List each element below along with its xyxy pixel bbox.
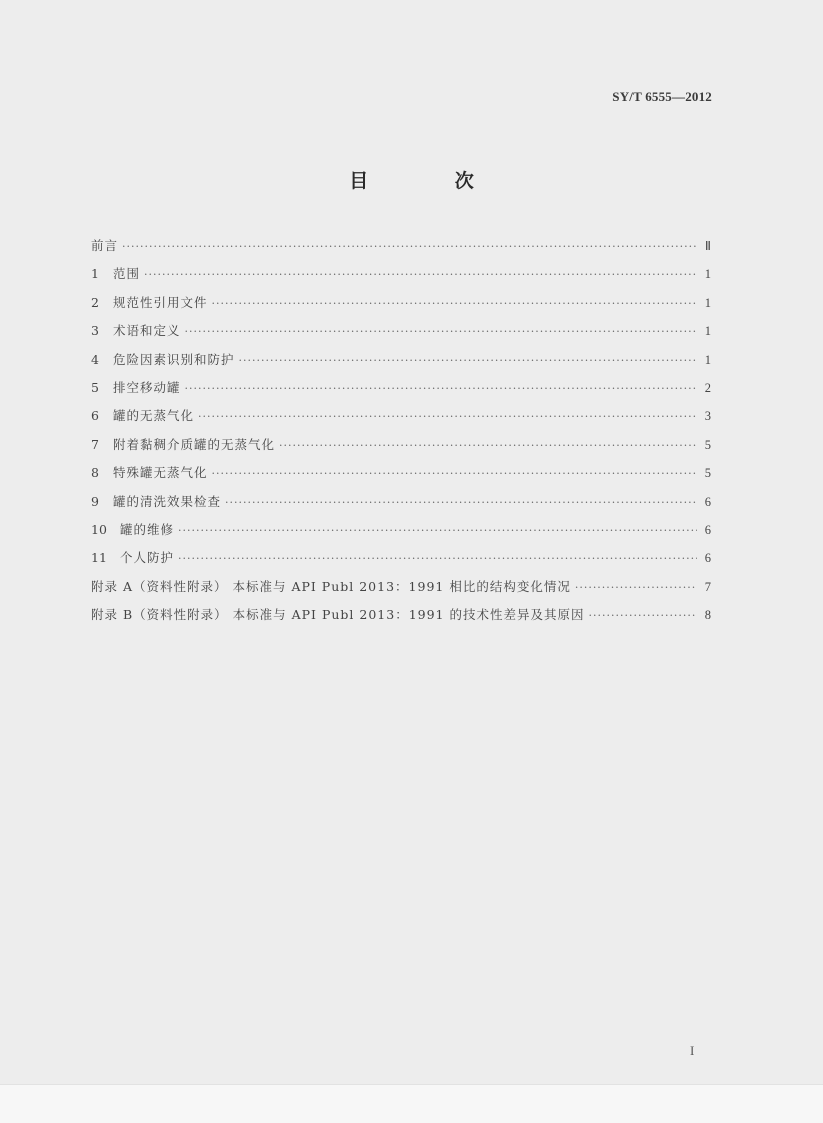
toc-item-number: 11	[91, 550, 107, 566]
toc-item-number: 6	[91, 408, 99, 424]
page-title: 目 次	[349, 170, 514, 192]
toc-item-11[interactable]	[91, 548, 711, 576]
toc-item-5[interactable]	[91, 378, 711, 406]
toc-item-number: 7	[91, 436, 99, 452]
toc-item-7[interactable]	[91, 435, 711, 463]
toc-item-10[interactable]	[91, 520, 711, 548]
toc-item-label: 排空移动罐	[113, 379, 181, 395]
dot-leader	[144, 268, 697, 281]
toc-item-number: 5	[91, 379, 99, 395]
toc-item-number: 4	[91, 351, 99, 367]
dot-leader	[185, 382, 697, 395]
toc-item-4[interactable]	[91, 350, 711, 378]
toc-item-6[interactable]	[91, 406, 711, 434]
toc-item-annex-b[interactable]	[91, 605, 711, 633]
toc-item-number: 3	[91, 323, 99, 339]
toc-item-page: 1	[704, 267, 711, 282]
toc-item-label: 罐的清洗效果检查	[113, 493, 222, 509]
dot-leader	[589, 609, 698, 622]
toc-item-page: Ⅱ	[704, 239, 711, 253]
dot-leader	[212, 297, 697, 310]
dot-leader	[212, 467, 697, 480]
dot-leader	[225, 496, 697, 509]
toc-item-page: 5	[704, 466, 711, 481]
dot-leader	[185, 325, 697, 338]
toc-item-number: 10	[91, 521, 107, 537]
toc-item-label: 范围	[113, 266, 141, 282]
dot-leader	[122, 240, 697, 253]
toc-item-label: 附着黏稠介质罐的无蒸气化	[113, 436, 276, 452]
toc-item-number: 8	[91, 465, 99, 481]
toc-item-label: 罐的无蒸气化	[113, 408, 195, 424]
toc-item-label: 附录 B（资料性附录） 本标准与 API Publ 2013：1991 的技术性差异及其原因	[91, 607, 585, 623]
toc-item-page: 1	[704, 324, 711, 339]
standard-code: SY/T 6555—2012	[612, 89, 712, 104]
toc-item-3[interactable]	[91, 321, 711, 349]
toc-item-page: 2	[704, 380, 711, 395]
toc-item-label: 术语和定义	[113, 323, 181, 339]
toc-item-8[interactable]	[91, 463, 711, 491]
toc-item-page: 1	[704, 295, 711, 310]
toc-item-9[interactable]	[91, 492, 711, 520]
toc-item-page: 6	[704, 522, 711, 537]
dot-leader	[178, 524, 697, 537]
table-of-contents	[91, 236, 711, 633]
toc-item-number: 9	[91, 493, 99, 509]
dot-leader	[178, 552, 697, 565]
toc-item-label: 附录 A（资料性附录） 本标准与 API Publ 2013：1991 相比的结构变化情况	[91, 578, 571, 594]
toc-item-page: 1	[704, 352, 711, 367]
toc-item-page: 6	[704, 494, 711, 509]
toc-item-label: 特殊罐无蒸气化	[113, 465, 208, 481]
dot-leader	[198, 410, 697, 423]
toc-item-page: 5	[704, 437, 711, 452]
dot-leader	[575, 581, 697, 594]
toc-item-2[interactable]	[91, 293, 711, 321]
toc-item-foreword[interactable]	[91, 236, 711, 264]
toc-item-number: 2	[91, 294, 99, 310]
toc-item-annex-a[interactable]	[91, 577, 711, 605]
toc-item-label: 前言	[91, 238, 119, 253]
page-number: I	[690, 1043, 695, 1058]
toc-item-page: 3	[704, 409, 711, 424]
toc-item-number: 1	[91, 266, 99, 282]
dot-leader	[239, 354, 697, 367]
toc-item-1[interactable]	[91, 264, 711, 292]
toc-item-page: 7	[704, 579, 711, 594]
toc-item-label: 危险因素识别和防护	[113, 351, 235, 367]
viewer-bottom-margin	[0, 1084, 823, 1123]
toc-item-label: 罐的维修	[120, 521, 175, 537]
toc-item-page: 6	[704, 551, 711, 566]
toc-item-label: 个人防护	[120, 550, 175, 566]
toc-item-label: 规范性引用文件	[113, 294, 208, 310]
toc-item-page: 8	[704, 608, 711, 623]
dot-leader	[279, 439, 697, 452]
